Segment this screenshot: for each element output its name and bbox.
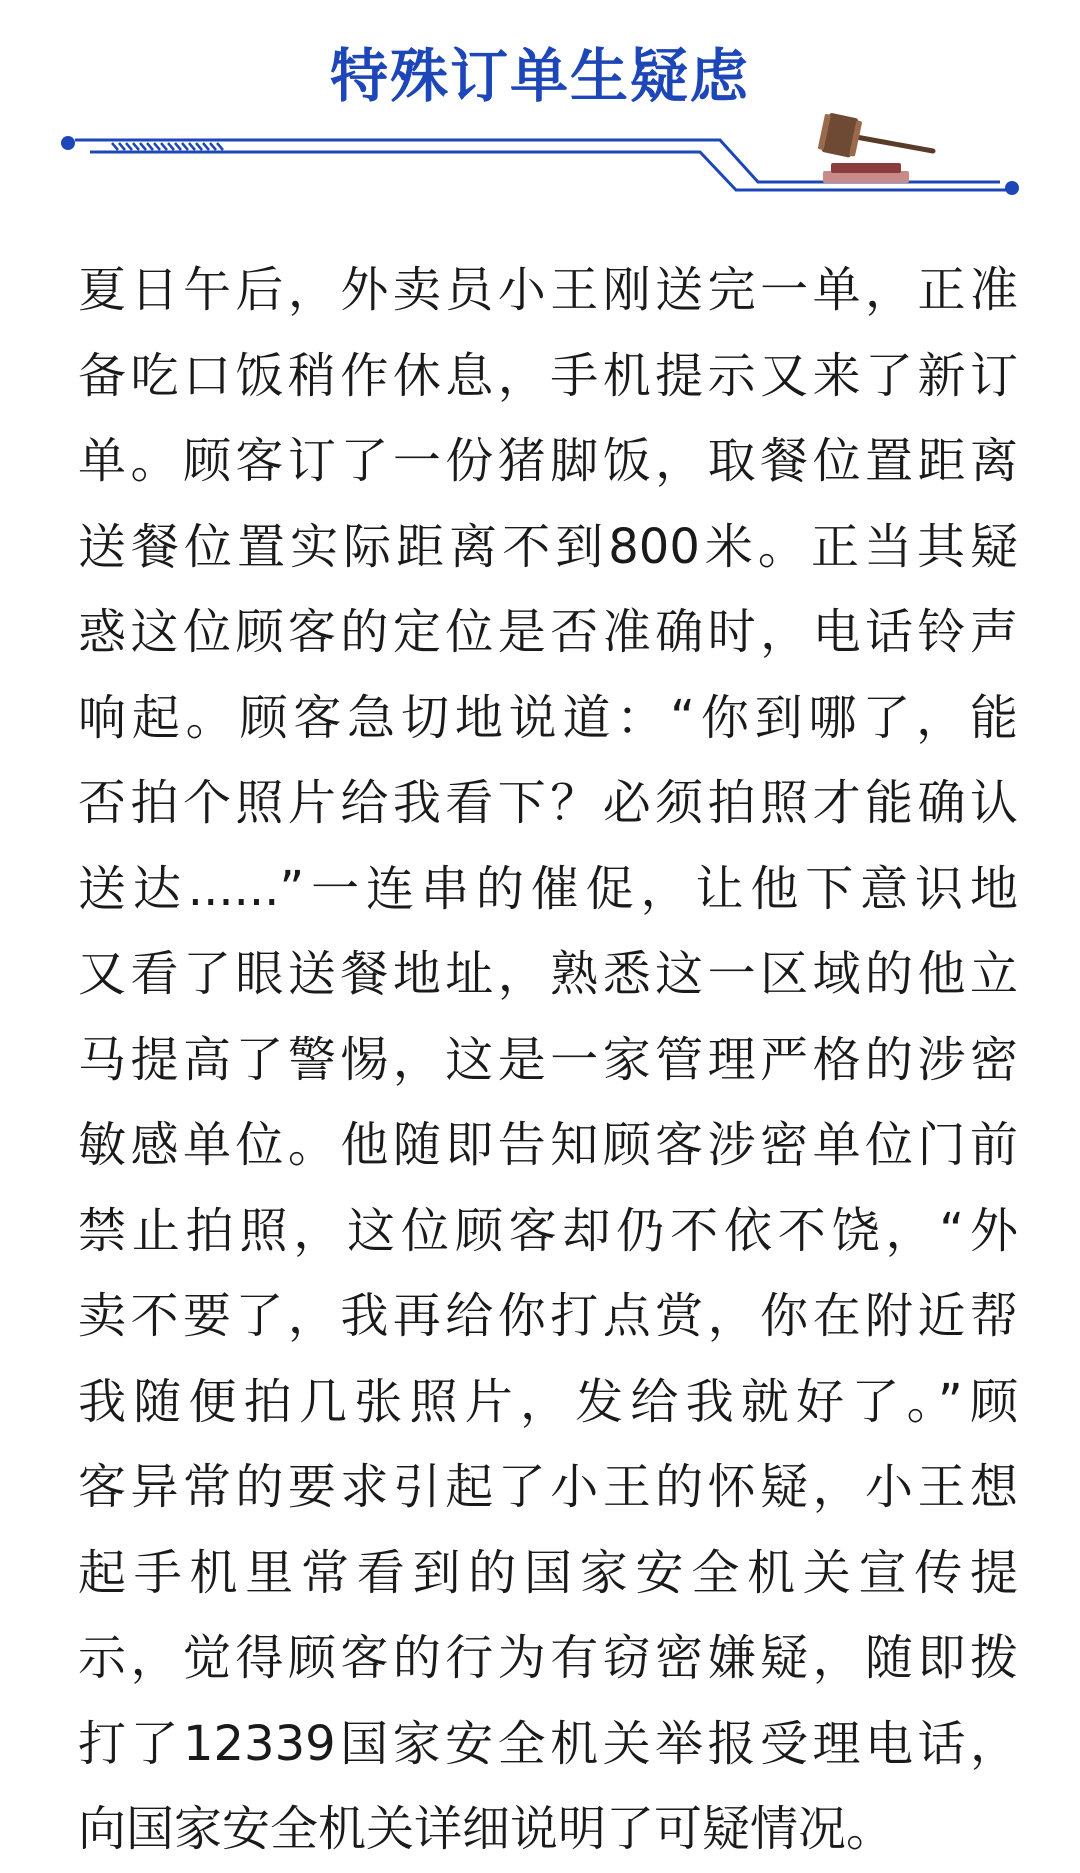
body-line: 卖不要了，我再给你打点赏，你在附近帮: [78, 1288, 1018, 1344]
body-line: 马提高了警惕，这是一家管理严格的涉密: [78, 1031, 1018, 1088]
body-line: 起手机里常看到的国家安全机关宣传提: [78, 1544, 1018, 1601]
body-line: 禁止拍照，这位顾客却仍不依不饶，“外: [78, 1202, 1018, 1259]
body-line: 客异常的要求引起了小王的怀疑，小王想: [78, 1459, 1018, 1515]
body-line: 备吃口饭稍作休息，手机提示又来了新订: [78, 347, 1018, 404]
body-line: 又看了眼送餐地址，熟悉这一区域的他立: [78, 946, 1018, 1002]
gavel-icon: [805, 105, 945, 195]
article-title: 特殊订单生疑虑: [329, 42, 750, 110]
body-line: 向国家安全机关详细说明了可疑情况。: [78, 1801, 895, 1857]
body-line: 送餐位置实际距离不到800米。正当其疑: [78, 518, 1018, 575]
body-line: 惑这位顾客的定位是否准确时，电话铃声: [78, 604, 1018, 660]
body-line: 示，觉得顾客的行为有窃密嫌疑，随即拨: [78, 1630, 1018, 1686]
article-header: [0, 0, 1080, 215]
body-line: 打了12339国家安全机关举报受理电话，: [78, 1715, 1018, 1772]
body-line: 否拍个照片给我看下？必须拍照才能确认: [78, 775, 1018, 831]
body-line: 响起。顾客急切地说道：“你到哪了，能: [78, 689, 1018, 746]
body-line: 夏日午后，外卖员小王刚送完一单，正准: [78, 262, 1018, 318]
body-line: 我随便拍几张照片，发给我就好了。”顾: [78, 1373, 1018, 1430]
body-line: 敏感单位。他随即告知顾客涉密单位门前: [78, 1117, 1018, 1173]
body-line: 单。顾客订了一份猪脚饭，取餐位置距离: [78, 433, 1018, 489]
body-line: 送达......”一连串的催促，让他下意识地: [78, 860, 1018, 917]
article-body: [78, 248, 1018, 1873]
